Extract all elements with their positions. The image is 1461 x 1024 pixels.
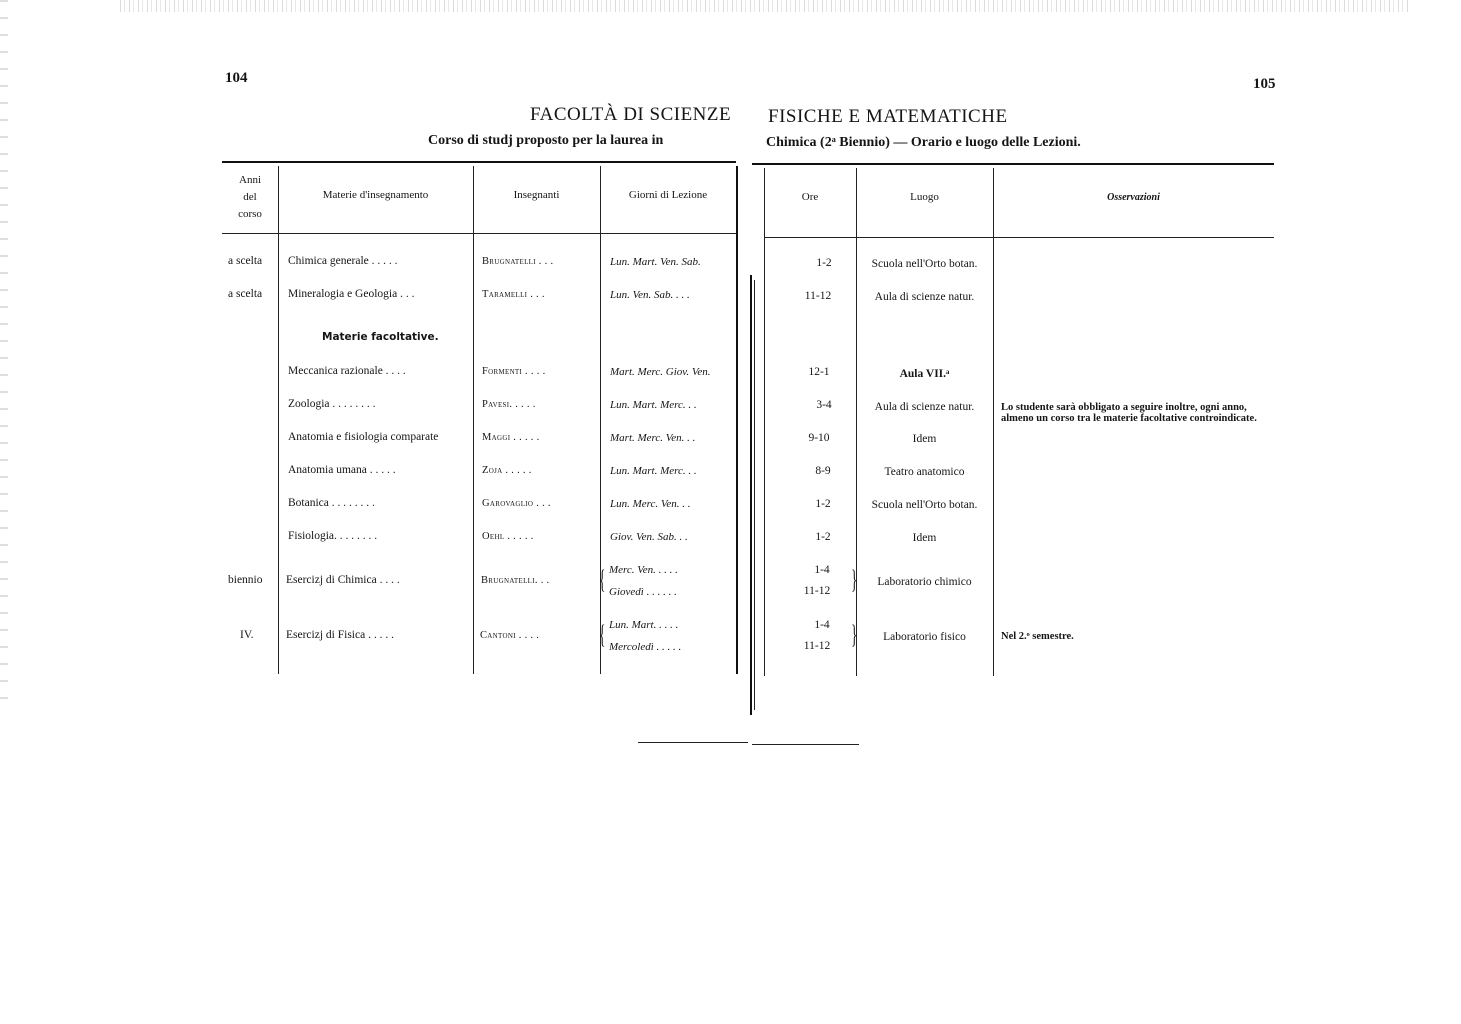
row-luogo: Laboratorio chimico [877,576,972,588]
header-bottom-rule-left [222,233,736,234]
subtitle-left: Corso di studj proposto per la laurea in [428,133,664,148]
column-divider [856,168,857,676]
row-giorni: Mercoledì . . . . . [609,641,682,653]
row-giorni: Merc. Ven. . . . . [609,564,678,576]
row-materia: Anatomia e fisiologia comparate [288,431,439,443]
footer-rule-right [752,744,859,745]
column-divider [278,166,279,674]
row-giorni: Mart. Merc. Giov. Ven. [610,366,711,378]
row-insegnante: Cantoni . . . . [480,630,540,641]
column-divider [993,168,994,676]
row-ore: 12-1 [808,366,830,378]
header-anni [222,172,278,223]
gutter-line [750,275,752,715]
header-anni-line: del [243,191,257,203]
row-insegnante: Brugnatelli . . . [482,256,554,267]
row-ore: 3-4 [816,399,832,411]
title-left: FACOLTÀ DI SCIENZE [530,104,732,125]
row-ore: 9-10 [808,432,830,444]
row-materia: Meccanica razionale . . . . [288,365,406,377]
brace-icon: { [599,620,606,649]
observation-note: Lo studente sarà obbligato a seguire inoltre, ogni anno, almeno un corso tra le materie facoltative controindicate. [1001,402,1257,424]
column-divider [473,166,474,674]
row-materia: Esercizj di Chimica . . . . [286,574,400,586]
title-right: FISICHE E MATEMATICHE [768,106,1008,127]
row-insegnante: Taramelli . . . [482,289,545,300]
row-materia: Mineralogia e Geologia . . . [288,288,415,300]
row-anno: biennio [228,574,263,586]
row-anno: IV. [240,629,254,641]
page-number-right: 105 [1253,76,1276,92]
observation-note-fisica: Nel 2.ᵒ semestre. [1001,631,1074,642]
row-giorni: Lun. Mart. Merc. . . [610,399,697,411]
row-ore: 1-2 [815,498,831,510]
column-divider [736,166,738,674]
row-materia: Esercizj di Fisica . . . . . [286,629,394,641]
brace-icon: { [599,565,606,594]
row-luogo: Aula di scienze natur. [874,401,975,413]
row-luogo: Idem [912,532,937,544]
row-luogo: Idem [912,433,937,445]
header-luogo: Luogo [910,191,939,203]
brace-icon: } [851,565,858,594]
column-divider [764,168,765,676]
row-insegnante: Zoja . . . . . [482,465,532,476]
row-giorni: Lun. Mart. Merc. . . [610,465,697,477]
row-ore: 1-4 [814,619,830,631]
row-ore: 8-9 [815,465,831,477]
row-materia: Botanica . . . . . . . . [288,497,375,509]
row-ore: 11-12 [803,640,831,652]
header-anni-line: Anni [239,174,261,186]
row-giorni: Giov. Ven. Sab. . . [610,531,688,543]
header-materie: Materie d'insegnamento [322,189,429,201]
row-insegnante: Maggi . . . . . [482,432,540,443]
row-luogo: Scuola nell'Orto botan. [871,258,978,270]
row-insegnante: Brugnatelli. . . [481,575,550,586]
row-ore: 1-4 [814,564,830,576]
brace-icon: } [851,620,858,649]
row-giorni: Mart. Merc. Ven. . . [610,432,696,444]
row-insegnante: Oehl . . . . . [482,531,534,542]
header-anni-line: corso [238,208,262,220]
scan-noise-top [120,0,1410,12]
footer-rule-left [638,742,748,743]
header-ore: Ore [801,191,819,203]
row-giorni: Giovedì . . . . . . [609,586,677,598]
row-ore: 1-2 [816,257,832,269]
row-materia: Chimica generale . . . . . [288,255,398,267]
table-top-rule-left [222,161,736,163]
row-giorni: Lun. Merc. Ven. . . [610,498,691,510]
row-ore: 11-12 [804,290,832,302]
row-luogo: Scuola nell'Orto botan. [871,499,978,511]
table-top-rule-right [752,163,1274,165]
page-number-left: 104 [225,70,248,86]
subtitle-right: Chimica (2ᵃ Biennio) — Orario e luogo delle Lezioni. [766,135,1081,150]
row-anno: a scelta [228,288,263,300]
row-anno: a scelta [228,255,263,267]
row-luogo: Teatro anatomico [884,466,965,478]
header-osservazioni: Osservazioni [1107,192,1160,203]
row-materia: Zoologia . . . . . . . . [288,398,376,410]
row-giorni: Lun. Ven. Sab. . . . [610,289,690,301]
row-ore: 11-12 [803,585,831,597]
row-luogo: Laboratorio fisico [883,631,966,643]
scan-noise-left [0,0,8,700]
section-label: Materie facoltative. [322,331,439,343]
header-bottom-rule-right [765,237,1274,238]
row-insegnante: Formenti . . . . [482,366,546,377]
row-materia: Anatomia umana . . . . . [288,464,396,476]
gutter-line [754,280,755,710]
column-divider [600,166,601,674]
row-insegnante: Garovaglio . . . [482,498,551,509]
row-luogo: Aula VII.ᵃ [899,368,950,380]
row-ore: 1-2 [815,531,831,543]
row-luogo: Aula di scienze natur. [874,291,975,303]
row-giorni: Lun. Mart. . . . . [609,619,679,631]
row-materia: Fisiologia. . . . . . . . [288,530,378,542]
row-giorni: Lun. Mart. Ven. Sab. [610,256,701,268]
row-insegnante: Pavesi. . . . . [482,399,536,410]
header-insegnanti: Insegnanti [513,189,560,201]
header-giorni: Giorni di Lezione [628,189,708,201]
